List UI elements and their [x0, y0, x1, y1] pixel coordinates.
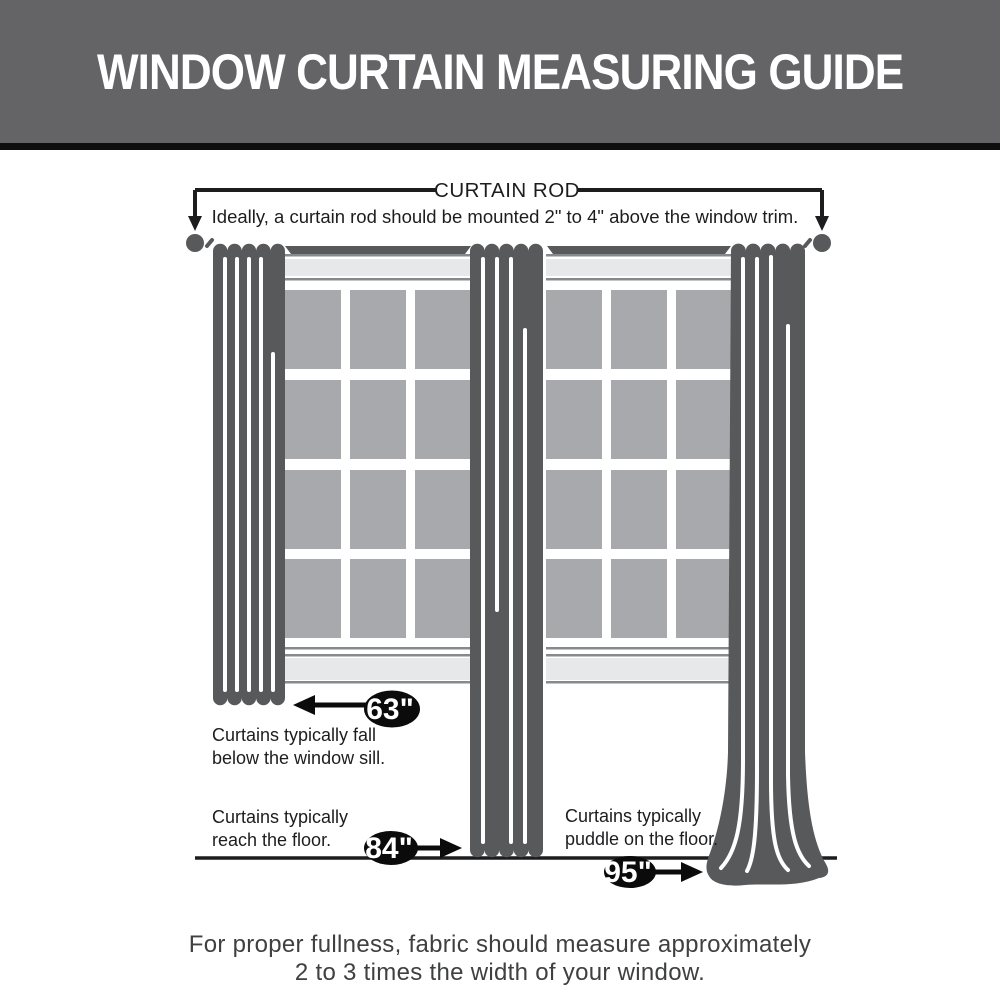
- measurement-caption: below the window sill.: [212, 748, 386, 768]
- rod-tick-left: [207, 240, 212, 246]
- measurement-value: 95": [604, 856, 652, 889]
- window-pane-grid: [546, 290, 731, 638]
- footer-line2: 2 to 3 times the width of your window.: [294, 959, 706, 986]
- measurement-95: [565, 806, 718, 889]
- measurement-value: 63": [366, 693, 414, 726]
- header-banner: [0, 0, 1000, 150]
- arrow-down-icon: [815, 216, 829, 231]
- measurement-caption: puddle on the floor.: [565, 829, 719, 849]
- page-title: WINDOW CURTAIN MEASURING GUIDE: [96, 43, 904, 100]
- rod-finial-left-icon: [186, 234, 204, 252]
- curtain-panel-sill-length: [213, 244, 285, 705]
- arrow-right-icon: [681, 862, 703, 882]
- window-section-right: [546, 254, 731, 684]
- measurement-caption: Curtains typically fall: [212, 725, 377, 745]
- measurement-caption: Curtains typically: [565, 806, 702, 826]
- measurement-caption: Curtains typically: [212, 807, 349, 827]
- window-section-left: [285, 254, 470, 684]
- arrow-right-icon: [440, 838, 462, 858]
- arrow-down-icon: [188, 216, 202, 231]
- curtain-panel-floor-length: [470, 244, 543, 858]
- measurement-value: 84": [365, 832, 413, 865]
- footer-note: [189, 931, 811, 986]
- rod-finial-right-icon: [813, 234, 831, 252]
- rod-bar-left: [285, 246, 471, 254]
- arrow-left-icon: [293, 695, 315, 715]
- window-pane-grid: [285, 290, 470, 638]
- rod-description: Ideally, a curtain rod should be mounted 2" to 4" above the window trim.: [211, 206, 799, 227]
- measurement-caption: reach the floor.: [212, 830, 332, 850]
- rod-bar-right: [547, 246, 731, 254]
- footer-line1: For proper fullness, fabric should measure approximately: [188, 931, 812, 958]
- measuring-guide-diagram: [0, 150, 1000, 987]
- curtain-rod-label: CURTAIN ROD: [434, 179, 580, 202]
- rod-tick-right: [805, 240, 810, 246]
